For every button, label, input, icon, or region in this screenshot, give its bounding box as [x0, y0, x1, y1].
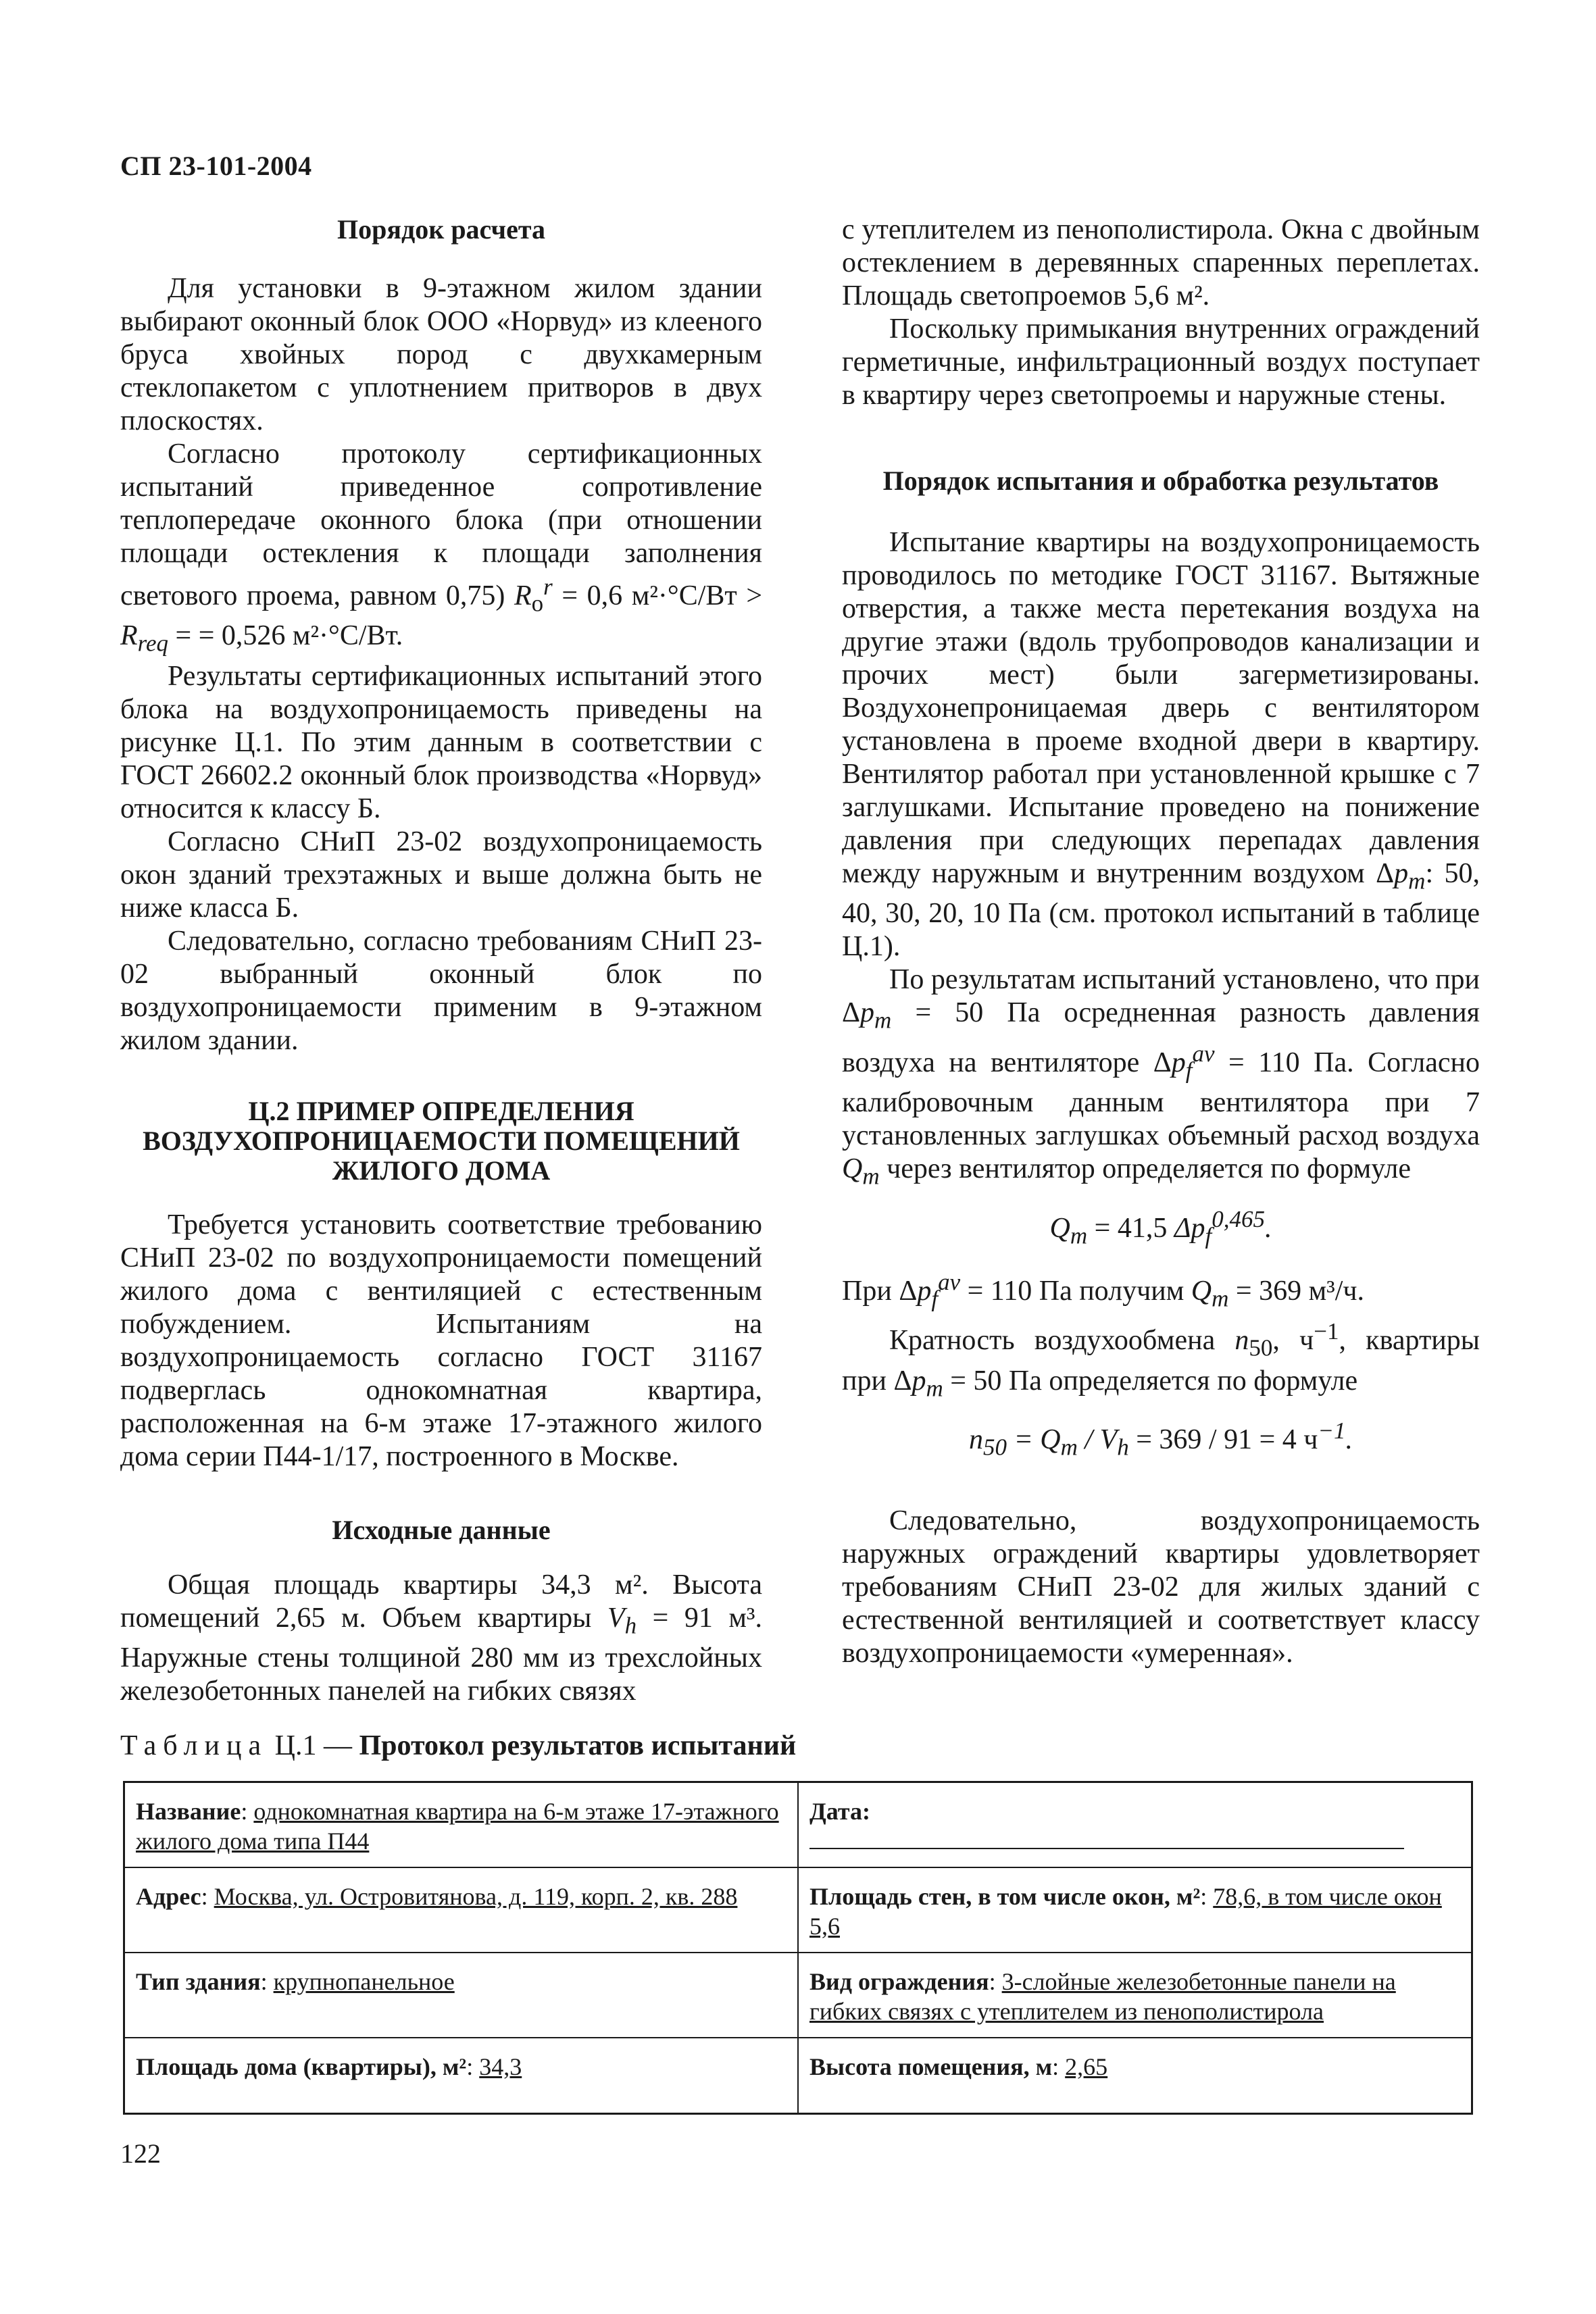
paragraph: По результатам испытаний установлено, что при $\Delta p_m = 50$ Па осредненная разность давления воздуха на вентиляторе $\Delta p_f^{av} = 110$ Па. Согласно калибровочным данным вентилятора при 7 установленных заглушках объемный расход воздуха $Q_m$ через вентилятор определяется по формуле: [842, 964, 1480, 1190]
left-column: [120, 213, 762, 1708]
right-column: [842, 213, 1480, 1670]
page-number: 122: [120, 2138, 161, 2169]
table-cell: Площадь стен, в том числе окон, м²: 78,6, в том числе окон 5,6: [798, 1867, 1472, 1953]
paragraph: Кратность воздухообмена $n_{50}$, $ч^{-1}$, квартиры при $\Delta p_m = 50$ Па определяется по формуле: [842, 1318, 1480, 1402]
table-row: [124, 1953, 1472, 2038]
paragraph: Общая площадь квартиры 34,3 м². Высота помещений 2,65 м. Объем квартиры $V_h = 91$ м³. Наружные стены толщиной 280 мм из трехслойных железобетонных панелей на гибких связях: [120, 1569, 763, 1707]
paragraph: Согласно протоколу сертификационных испытаний приведенное сопротивление теплопередаче оконного блока (при отношении площади остекления к площади заполнения светового проема, равном 0,75) $R_о^r = 0,6$ $м^2\cdot^\circ С/Вт > R_{req}$ = = 0,526 м²·°С/Вт.: [120, 438, 763, 657]
table-cell: Вид ограждения: 3-слойные железобетонные панели на гибких связях с утеплителем из пенополистирола: [798, 1953, 1472, 2038]
paragraph: Результаты сертификационных испытаний этого блока на воздухопроницаемость приведены на рисунке Ц.1. По этим данным в соответствии с ГОСТ 26602.2 оконный блок производства «Норвуд» относится к классу Б.: [120, 660, 762, 824]
paragraph: При $\Delta p_f^{av} = 110$ Па получим $Q_m = 369$ м³/ч.: [842, 1268, 1365, 1312]
table-cell: Адрес: Москва, ул. Островитянова, д. 119, корп. 2, кв. 288: [124, 1867, 799, 1953]
heading-source-data: Исходные данные: [332, 1514, 551, 1545]
paragraph: с утеплителем из пенополистирола. Окна с двойным остеклением в деревянных спаренных переплетах. Площадь светопроемов 5,6 м².: [842, 214, 1480, 311]
paragraph: Для установки в 9-этажном жилом здании выбирают оконный блок ООО «Норвуд» из клееного бруса хвойных пород с двухкамерным стеклопакетом с уплотнением притворов в двух плоскостях.: [120, 273, 762, 436]
formula-air-change: $n_{50} = Q_m / V_h = 369 / 91 = 4$ $ч^{-1}$.: [968, 1417, 1353, 1461]
table-row: [124, 1867, 1472, 1953]
running-header: СП 23-101-2004: [120, 151, 312, 181]
table-cell: Площадь дома (квартиры), м²: 34,3: [124, 2038, 799, 2114]
paragraph: Испытание квартиры на воздухопроницаемость проводилось по методике ГОСТ 31167. Вытяжные отверстия, а также места перетекания воздуха на другие этажи (вдоль трубопроводов канализации и прочих мест) были загерметизированы. Воздухонепроницаемая дверь с вентилятором установлена в проеме входной двери в квартиру. Вентилятор работал при установленной крышке с 7 заглушками. Испытание проведено на понижение давления при следующих перепадах давления между наружным и внутренним воздухом $\Delta p_m$: 50, 40, 30, 20, 10 Па (см. протокол испытаний в таблице Ц.1).: [842, 527, 1480, 963]
paragraph: Согласно СНиП 23-02 воздухопроницаемость окон зданий трехэтажных и выше должна быть не ниже класса Б.: [120, 826, 762, 924]
heading-calculation: Порядок расчета: [337, 214, 545, 245]
table-cell: Тип здания: крупнопанельное: [124, 1953, 799, 2038]
table-caption: Таблица Ц.1 — Протокол результатов испытаний: [120, 1730, 797, 1761]
table-cell: Дата:: [798, 1782, 1472, 1868]
formula-flow: $Q_m = 41,5$ $\Delta p_f^{0,465}$.: [1049, 1205, 1272, 1249]
heading-example: Ц.2 ПРИМЕР ОПРЕДЕЛЕНИЯ ВОЗДУХОПРОНИЦАЕМОСТИ ПОМЕЩЕНИЙ ЖИЛОГО ДОМА: [143, 1095, 740, 1186]
heading-test-procedure: Порядок испытания и обработка результатов: [882, 466, 1439, 496]
paragraph: Поскольку примыкания внутренних ограждений герметичные, инфильтрационный воздух поступает в квартиру через светопроемы и наружные стены.: [842, 313, 1480, 411]
table-cell: Название: однокомнатная квартира на 6-м этаже 17-этажного жилого дома типа П44: [124, 1782, 799, 1868]
paragraph: Требуется установить соответствие требованию СНиП 23-02 по воздухопроницаемости помещений жилого дома с вентиляцией с естественным побуждением. Испытаниям на воздухопроницаемость согласно ГОСТ 31167 подверглась однокомнатная квартира, расположенная на 6-м этаже 17-этажного жилого дома серии П44-1/17, построенного в Москве.: [120, 1209, 762, 1472]
table-row: [124, 2038, 1472, 2114]
table-cell: Высота помещения, м: 2,65: [798, 2038, 1472, 2114]
protocol-table: [123, 1781, 1473, 2115]
paragraph: Следовательно, воздухопроницаемость наружных ограждений квартиры удовлетворяет требованиям СНиП 23-02 для жилых зданий с естественной вентиляцией и соответствует классу воздухопроницаемости «умеренная».: [842, 1505, 1480, 1669]
table-row: [124, 1782, 1472, 1868]
paragraph: Следовательно, согласно требованиям СНиП 23-02 выбранный оконный блок по воздухопроницаемости применим в 9-этажном жилом здании.: [120, 925, 762, 1056]
